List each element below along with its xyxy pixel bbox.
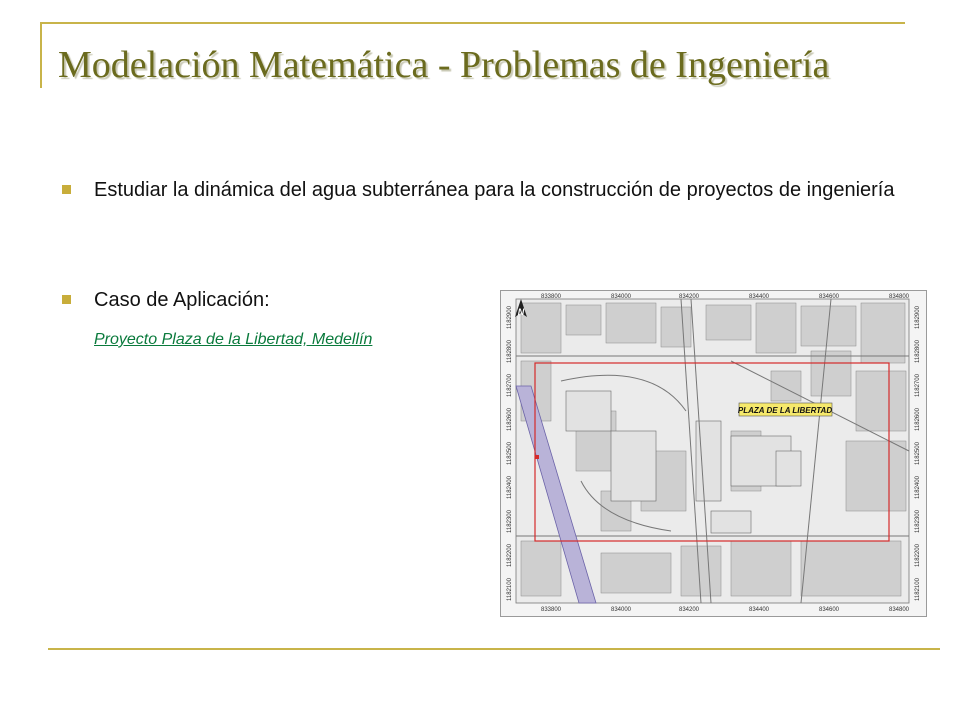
x-tick-top: 834000 (611, 294, 632, 300)
place-label: PLAZA DE LA LIBERTAD (737, 406, 833, 415)
y-tick-right: 1182600 (915, 408, 921, 431)
top-rule (40, 22, 905, 24)
x-tick-top: 834800 (889, 294, 910, 300)
x-tick-bottom: 834200 (679, 607, 700, 613)
left-rule (40, 22, 42, 88)
x-tick-bottom: 834600 (819, 607, 840, 613)
y-tick-right: 1182200 (915, 544, 921, 567)
y-tick-left: 1182600 (507, 408, 513, 431)
y-tick-right: 1182800 (915, 340, 921, 363)
y-tick-left: 1182700 (507, 374, 513, 397)
y-tick-right: 1182400 (915, 476, 921, 499)
x-tick-top: 834200 (679, 294, 700, 300)
y-tick-right: 1182100 (915, 578, 921, 601)
x-tick-bottom: 834000 (611, 607, 632, 613)
bullet-square-icon (62, 295, 71, 304)
bottom-rule (48, 648, 940, 650)
y-tick-left: 1182900 (507, 306, 513, 329)
y-tick-right: 1182500 (915, 442, 921, 465)
x-tick-top: 834600 (819, 294, 840, 300)
y-tick-left: 1182300 (507, 510, 513, 533)
x-tick-bottom: 834400 (749, 607, 770, 613)
y-tick-left: 1182400 (507, 476, 513, 499)
y-tick-right: 1182900 (915, 306, 921, 329)
y-tick-right: 1182700 (915, 374, 921, 397)
bullet-2-text: Caso de Aplicación: (94, 289, 270, 311)
site-map (500, 290, 927, 617)
y-tick-left: 1182800 (507, 340, 513, 363)
x-tick-top: 833800 (541, 294, 562, 300)
project-link[interactable]: Proyecto Plaza de la Libertad, Medellín (94, 331, 373, 348)
y-tick-left: 1182200 (507, 544, 513, 567)
y-tick-left: 1182100 (507, 578, 513, 601)
y-tick-right: 1182300 (915, 510, 921, 533)
x-tick-top: 834400 (749, 294, 770, 300)
slide-title: Modelación Matemática - Problemas de Ingeniería (58, 44, 830, 86)
x-tick-bottom: 834800 (889, 607, 910, 613)
bullet-square-icon (62, 185, 71, 194)
north-label: N (517, 307, 525, 317)
bullet-1-text: Estudiar la dinámica del agua subterránea para la construcción de proyectos de ingeniería (94, 179, 895, 201)
y-tick-left: 1182500 (507, 442, 513, 465)
x-tick-bottom: 833800 (541, 607, 562, 613)
